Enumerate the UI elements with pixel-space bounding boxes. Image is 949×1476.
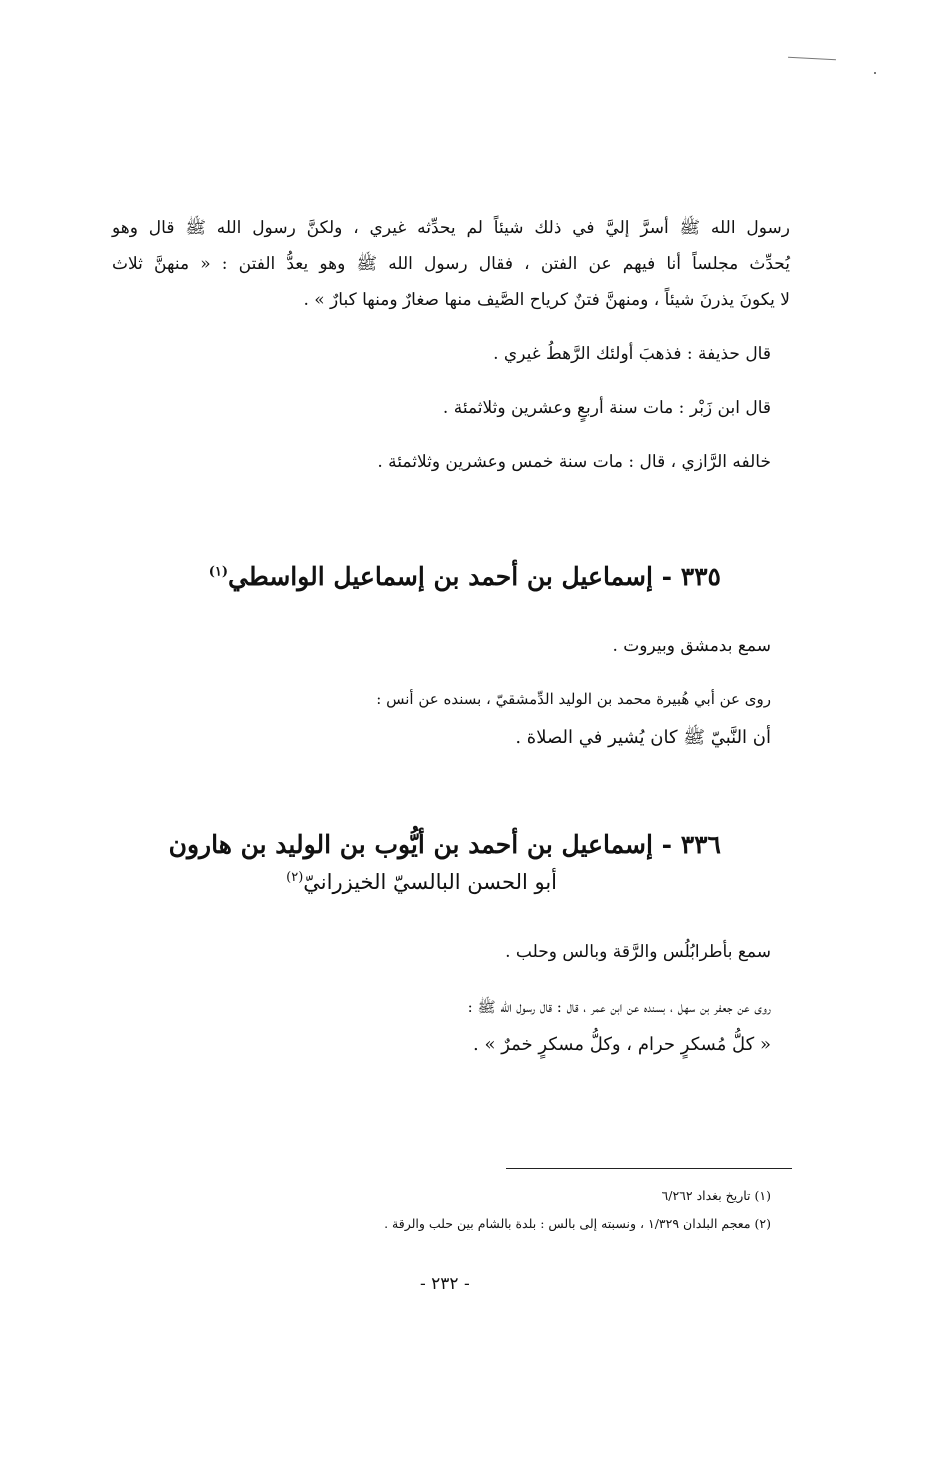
body-line: رسول الله ﷺ أسرَّ إليَّ في ذلك شيئاً لم يحدِّثه غيري ، ولكنَّ رسول الله ﷺ قال وهو	[112, 218, 790, 238]
body-line: لا يكونَ يذرنَ شيئاً ، ومنهنَّ فتنٌ كرياح الصَّيف منها صغارٌ ومنها كبارٌ » .	[303, 290, 790, 310]
entry-subheading	[286, 870, 557, 894]
footnote-rule	[506, 1168, 792, 1169]
heard-line: سمع بأطرابُلُس والرَّقة وبالس وحلب .	[505, 942, 771, 962]
narration-intro: روى عن أبي هُبيرة محمد بن الوليد الدِّمشقيّ ، بسنده عن أنس :	[376, 690, 771, 708]
page-number: - ٢٣٢ -	[420, 1274, 470, 1294]
footnote-ref: (١)	[208, 564, 229, 580]
body-line: يُحدِّث مجلساً أنا فيهم عن الفتن ، فقال رسول الله ﷺ وهو يعدُّ الفتن : « منهنَّ ثلاث	[112, 254, 790, 274]
hadith-text: « كلُّ مُسكرٍ حرام ، وكلُّ مسكرٍ خمرٌ » .	[473, 1034, 771, 1055]
entry-heading	[209, 562, 721, 591]
scan-speck	[788, 57, 836, 61]
body-paragraph	[112, 210, 790, 318]
heard-line: سمع بدمشق وبيروت .	[612, 636, 771, 656]
entry-heading: ٣٣٦ - إسماعيل بن أحمد بن أيُّوب بن الوليد بن هارون	[168, 830, 721, 859]
quote-line: قال حذيفة : فذهبَ أولئك الرَّهطُ غيري .	[493, 344, 771, 364]
quote-line: قال ابن زَبْر : مات سنة أربعٍ وعشرين وثلاثمئة .	[442, 398, 771, 418]
subheading-text: أبو الحسن البالسيّ الخيزرانيّ	[303, 870, 557, 894]
narration-intro: روى عن جعفر بن سهل ، بسنده عن ابن عمر ، قال : قال رسول الله ﷺ :	[467, 998, 771, 1016]
scan-speck	[874, 72, 876, 74]
footnote-ref: (٢)	[286, 870, 304, 885]
hadith-text: أن النَّبيّ ﷺ كان يُشير في الصلاة .	[515, 727, 771, 748]
entry-heading-text: ٣٣٥ - إسماعيل بن أحمد بن إسماعيل الواسطي	[228, 562, 721, 591]
footnote: (١) تاريخ بغداد ٦/٢٦٢	[661, 1188, 771, 1203]
quote-line: خالفه الرَّازي ، قال : مات سنة خمس وعشرين وثلاثمئة .	[377, 452, 771, 472]
footnote: (٢) معجم البلدان ١/٣٢٩ ، ونسبته إلى بالس : بلدة بالشام بين حلب والرقة .	[384, 1216, 771, 1231]
